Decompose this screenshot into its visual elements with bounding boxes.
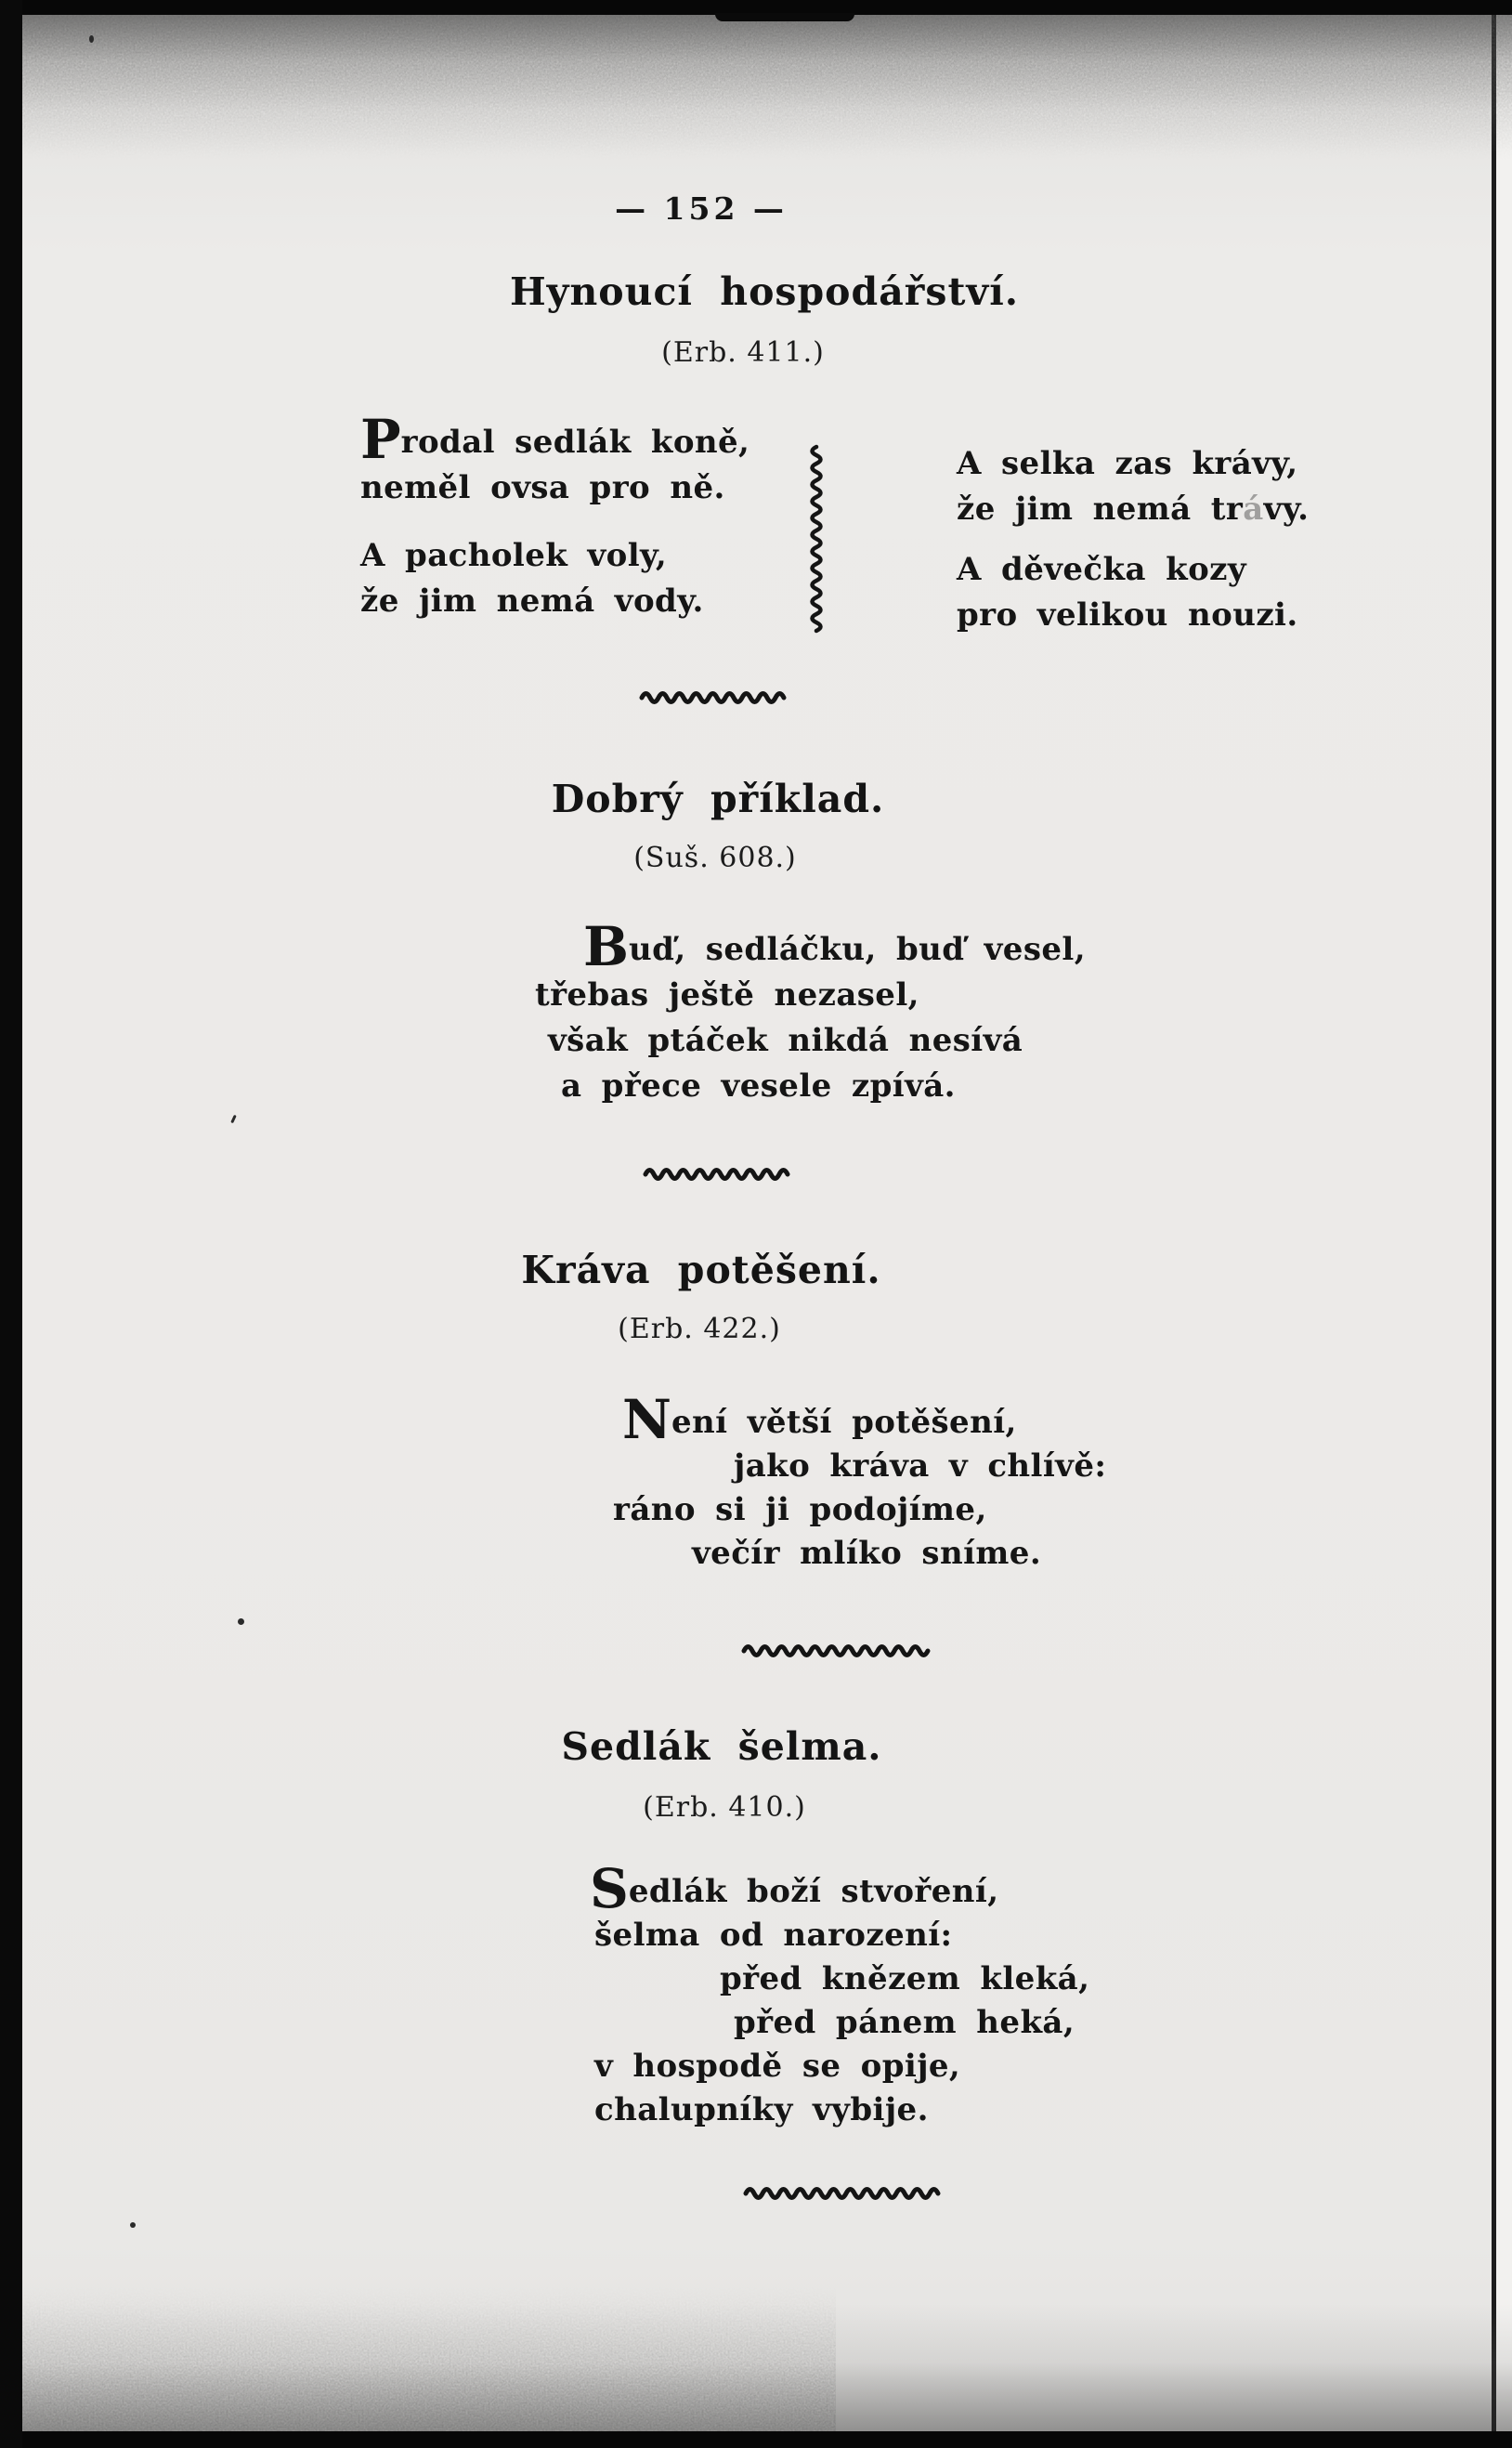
verse-right-column [957, 441, 1309, 638]
page-number: — 152 — [615, 190, 788, 227]
verse [535, 915, 1086, 1109]
verse-line: třebas ještě nezasel, [535, 976, 919, 1014]
faded-letter: á [1243, 491, 1264, 528]
verse-line: A děvečka kozy [957, 551, 1247, 588]
verse-line: ráno si ji podojíme, [613, 1491, 987, 1528]
scan-border-left [0, 0, 22, 2448]
verse-line: Není větší potěšení, [622, 1388, 1017, 1451]
song-source: (Erb. 410.) [643, 1791, 806, 1824]
scan-shadow-bottom [0, 2304, 1512, 2434]
song-title: Hynoucí hospodářství. [509, 269, 1020, 314]
squiggle-divider-icon [639, 689, 788, 704]
verse-line: že jim nemá vody. [360, 583, 704, 620]
verse-line: večír mlíko sníme. [692, 1535, 1042, 1572]
verse-line: Sedlák boží stvoření, [590, 1857, 999, 1920]
scan-shadow-top [0, 13, 1512, 152]
verse-line: před knězem kleká, [720, 1960, 1090, 1997]
stanza-gap [957, 532, 1309, 547]
verse [613, 1388, 1107, 1576]
scan-speck [89, 35, 94, 43]
squiggle-divider-icon [743, 2185, 943, 2200]
scan-speck [130, 2222, 136, 2228]
song-title: Dobrý příklad. [551, 777, 885, 821]
verse-left-column [360, 408, 750, 624]
verse-line: šelma od narození: [594, 1917, 953, 1954]
scan-speck [238, 1618, 244, 1625]
song-source: (Suš. 608.) [633, 842, 797, 874]
page-edge-margin [1496, 0, 1512, 2448]
verse-line: Prodal sedlák koně, [360, 408, 750, 471]
stanza-gap [360, 511, 749, 533]
verse-line: A pacholek voly, [360, 537, 668, 574]
verse-line: před pánem heká, [734, 2004, 1075, 2041]
verse [590, 1857, 1090, 2132]
verse-line: neměl ovsa pro ně. [360, 469, 725, 506]
verse-line: A selka zas krávy, [957, 445, 1298, 482]
verse-line: chalupníky vybije. [594, 2091, 929, 2128]
song-source: (Erb. 411.) [661, 336, 825, 369]
drop-cap: N [622, 1388, 672, 1451]
verse-line: jako kráva v chlívě: [734, 1447, 1107, 1485]
verse-line: a přece vesele zpívá. [561, 1067, 956, 1105]
verse-line: v hospodě se opije, [594, 2048, 961, 2085]
drop-cap: P [360, 408, 401, 471]
column-brace-icon [806, 444, 823, 635]
scan-border-notch [715, 13, 854, 21]
verse-line: pro velikou nouzi. [957, 596, 1298, 634]
drop-cap: B [583, 915, 630, 978]
song-source: (Erb. 422.) [618, 1313, 781, 1345]
squiggle-divider-icon [741, 1643, 936, 1657]
song-title: Kráva potěšení. [521, 1248, 881, 1292]
drop-cap: S [590, 1857, 629, 1920]
song-title: Sedlák šelma. [561, 1724, 882, 1769]
verse-line: však ptáček nikdá nesívá [548, 1022, 1023, 1059]
verse-line: Buď, sedláčku, buď vesel, [583, 915, 1086, 978]
scan-border-bottom [0, 2431, 1512, 2448]
verse-line: že jim nemá trávy. [957, 491, 1310, 528]
squiggle-divider-icon [643, 1166, 791, 1181]
